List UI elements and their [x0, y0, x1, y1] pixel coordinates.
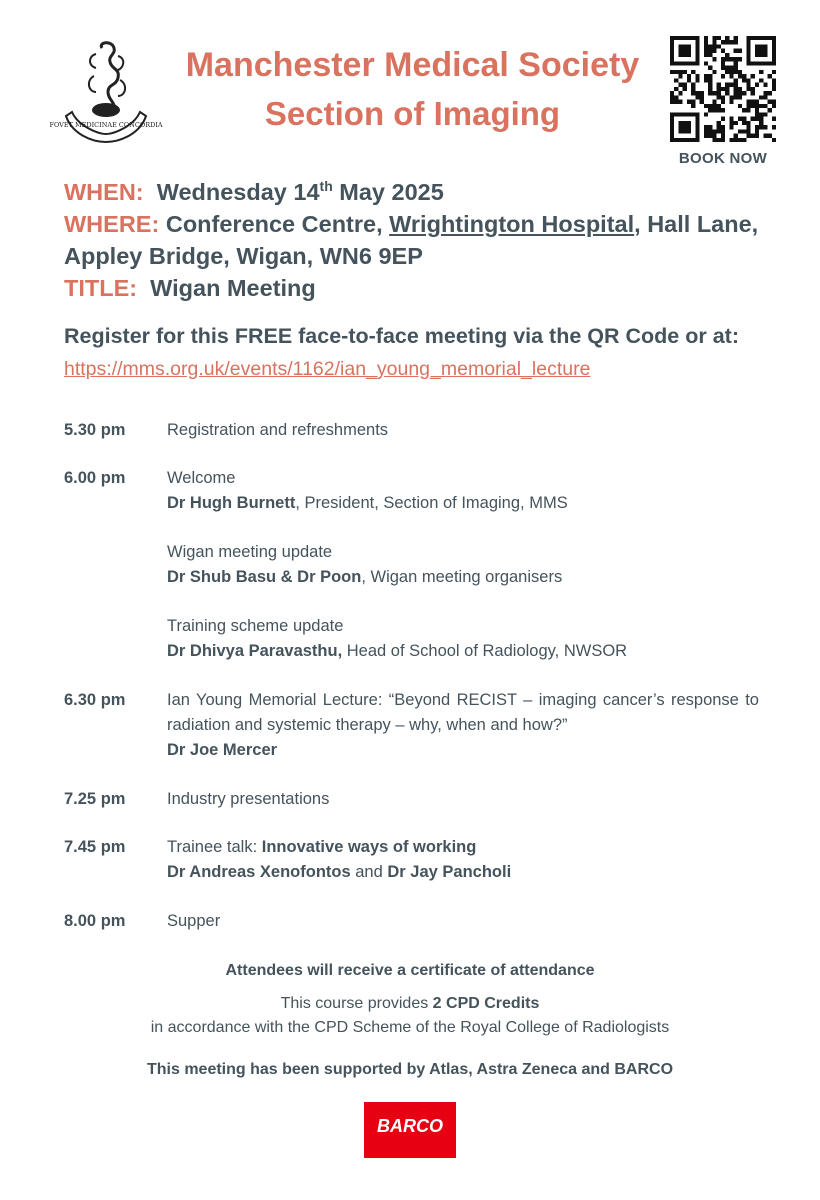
society-crest-icon: [49, 40, 163, 148]
title-label: TITLE: [64, 274, 130, 301]
certificate-note: Attendees will receive a certificate of attendance: [225, 962, 595, 979]
programme-text: Industry presentations: [167, 790, 330, 808]
programme-item: [64, 909, 759, 934]
programme-time: 6.00 pm: [64, 469, 126, 487]
programme-item: [64, 614, 759, 664]
where-label: WHERE: [64, 210, 152, 237]
speaker-role: , President, Section of Imaging, MMS: [295, 494, 568, 512]
programme-text: Supper: [167, 912, 221, 930]
speaker-role: Head of School of Radiology, NWSOR: [342, 642, 628, 660]
when-suffix: th: [319, 178, 333, 194]
programme-item: [64, 466, 759, 516]
programme-time: 7.25 pm: [64, 790, 126, 808]
programme-time: 7.45 pm: [64, 838, 126, 856]
footer: [60, 958, 760, 1082]
separator: :: [135, 178, 144, 205]
programme-text: Training scheme update: [167, 617, 344, 635]
when-value: Wednesday 14: [156, 178, 320, 205]
where-line: [64, 208, 764, 272]
when-label: WHEN: [64, 178, 136, 205]
when-line: [64, 170, 764, 208]
when-rest: May 2025: [332, 178, 444, 205]
cpd-pre: This course provides: [280, 995, 433, 1012]
cpd-credits: 2 CPD Credits: [432, 995, 540, 1012]
crest-motto: FOVET MEDICINAE CONCORDIA: [49, 121, 163, 129]
programme-time: 5.30 pm: [64, 421, 126, 439]
barco-logo: [364, 1102, 456, 1158]
speaker-name: Dr Dhivya Paravasthu,: [167, 642, 343, 660]
programme-item: [64, 787, 759, 812]
programme-text: Registration and refreshments: [167, 421, 389, 439]
programme-item: [64, 418, 759, 443]
speaker-joiner: and: [350, 863, 388, 881]
speaker-name: Dr Joe Mercer: [167, 741, 278, 759]
programme-item: [64, 835, 759, 885]
title-value: Wigan Meeting: [150, 274, 316, 301]
programme-item: [64, 540, 759, 590]
cpd-note: [60, 992, 760, 1040]
programme-time: 6.30 pm: [64, 691, 126, 709]
programme-text: Trainee talk:: [167, 838, 262, 856]
cpd-scheme: in accordance with the CPD Scheme of the Royal College of Radiologists: [150, 1019, 670, 1036]
title-line: [64, 272, 764, 304]
qr-code-icon[interactable]: [670, 36, 776, 142]
speaker-name: Dr Hugh Burnett: [167, 494, 296, 512]
book-now-label[interactable]: BOOK NOW: [678, 150, 768, 167]
registration-text: Register for this FREE face-to-face meeting via the QR Code or at:: [64, 324, 739, 348]
programme-item: [64, 688, 759, 763]
barco-logo-text: BARCO: [377, 1116, 443, 1136]
support-note: This meeting has been supported by Atlas, Astra Zeneca and BARCO: [146, 1061, 674, 1078]
separator: :: [129, 274, 138, 301]
hospital-link[interactable]: Wrightington Hospital: [389, 210, 635, 237]
programme: [64, 418, 759, 934]
speaker-name: Dr Andreas Xenofontos: [167, 863, 351, 881]
organisation-title: Manchester Medical Society: [185, 46, 640, 84]
where-pre: Conference Centre,: [165, 210, 390, 237]
programme-text: Welcome: [167, 469, 236, 487]
registration: [64, 320, 764, 385]
programme-text: Ian Young Memorial Lecture: “Beyond RECIST – imaging cancer’s response to radiation and systemic therapy – why, when and how?”: [167, 691, 759, 734]
where-post: , Hall Lane, Appley Bridge, Wigan, WN6 9EP: [64, 210, 759, 269]
speaker-name: Dr Jay Pancholi: [387, 863, 512, 881]
programme-time: 8.00 pm: [64, 912, 126, 930]
event-info: [64, 170, 764, 304]
programme-text: Wigan meeting update: [167, 543, 333, 561]
speaker-name: Dr Shub Basu & Dr Poon: [167, 568, 362, 586]
section-title: Section of Imaging: [264, 95, 561, 132]
talk-title: Innovative ways of working: [261, 838, 477, 856]
separator: :: [151, 210, 160, 237]
speaker-role: , Wigan meeting organisers: [361, 568, 563, 586]
registration-link[interactable]: https://mms.org.uk/events/1162/ian_young_memorial_lecture: [64, 358, 591, 380]
